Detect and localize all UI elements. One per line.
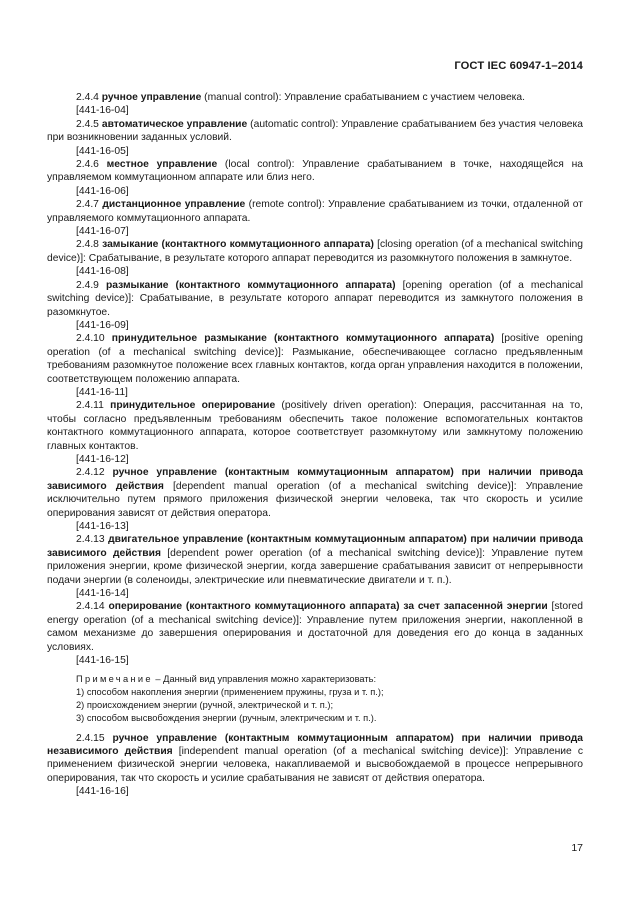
term-number: 2.4.10 [76, 333, 105, 345]
term-definition [47, 332, 583, 386]
document-header: ГОСТ IEC 60947-1–2014 [454, 60, 583, 72]
term-definition [47, 600, 583, 654]
term-text: [positive opening operation (of a mechanical switching device)]: Размыкание, обеспечивающее согласно предъявленным требованиям разомкнутое положение всех главных контактов, когда орган управления находится в положении, соответствующем положению аппарата. [47, 333, 583, 385]
term-text: [closing operation (of a mechanical switching device)]: Срабатывание, в результате которого аппарат переводится из разомкнутого положения в замкнутое. [47, 239, 583, 264]
note-item: 3) способом высвобождения энергии (ручным, электрическим и т. п.). [76, 712, 377, 723]
term-text: (local control): Управление срабатыванием в точке, находящейся на управляемом коммутационном аппарате или близ него. [47, 159, 584, 184]
term-name: двигательное управление (контактным коммутационным аппаратом) при наличии привода зависимого действия [47, 534, 583, 559]
term-definition [47, 118, 583, 145]
term-definition [47, 238, 583, 265]
term-text: [opening operation (of a mechanical switching device)]: Срабатывание, в результате которого аппарат переводится из замкнутого положения в разомкнутое. [47, 279, 583, 318]
term-number: 2.4.7 [76, 199, 99, 211]
term-definition [47, 198, 583, 225]
term-name: принудительное размыкание (контактного коммутационного аппарата) [111, 333, 495, 345]
term-reference: [441-16-05] [76, 145, 129, 157]
term-text: [independent manual operation (of a mechanical switching device)]: Управление с применением физической энергии человека, накапливаемой и высвобождаемой в процессе непрерывного оперирования, так что скорость и усилие срабатывания не зависят от действия оператора. [47, 746, 583, 784]
term-definition [47, 279, 583, 319]
term-reference: [441-16-07] [76, 226, 129, 238]
document-body [47, 91, 583, 799]
term-name: дистанционное управление [102, 199, 246, 211]
note-item: 2) происхождением энергии (ручной, электрической и т. п.); [76, 700, 334, 711]
term-name: ручное управление [101, 92, 202, 103]
term-number: 2.4.5 [76, 118, 99, 130]
term-number: 2.4.4 [76, 92, 99, 103]
term-reference: [441-16-06] [76, 185, 129, 197]
term-definition [47, 466, 583, 520]
term-definition [47, 732, 583, 786]
term-text: (remote control): Управление срабатыванием из точки, отдаленной от управляемого коммутационного аппарата. [47, 199, 583, 224]
term-number: 2.4.6 [76, 159, 99, 171]
term-number: 2.4.9 [76, 279, 99, 291]
term-number: 2.4.14 [76, 601, 105, 613]
term-name: размыкание (контактного коммутационного аппарата) [105, 279, 396, 291]
note-block [76, 673, 583, 724]
term-name: принудительное оперирование [110, 400, 276, 412]
term-text: (automatic control): Управление срабатыванием без участия человека при возникновении заданных условий. [47, 118, 583, 144]
term-text: (manual control): Управление срабатыванием с участием человека. [201, 92, 525, 103]
note-label: Примечание [76, 674, 153, 685]
note-intro-text: – Данный вид управления можно характеризовать: [152, 674, 377, 685]
term-name: замыкание (контактного коммутационного аппарата) [102, 239, 374, 251]
term-name: местное управление [106, 159, 218, 171]
note-intro [76, 673, 583, 686]
term-name: оперирование (контактного коммутационного аппарата) за счет запасенной энергии [108, 601, 548, 613]
term-reference: [441-16-08] [76, 266, 129, 278]
term-name: ручное управление (контактным коммутационным аппаратом) при наличии привода независимого действия [47, 732, 583, 758]
term-definition [47, 91, 583, 104]
page-number: 17 [571, 842, 583, 854]
term-definition [47, 399, 583, 453]
term-reference: [441-16-16] [76, 786, 129, 798]
term-text: [dependent power operation (of a mechanical switching device)]: Управление путем приложения энергии, кроме физической энергии, когда завершение срабатывания зависит от непрерывности подачи энергии (в соленоиды, электрические или пневматические двигатели и т. п.). [47, 547, 584, 586]
term-text: [dependent manual operation (of a mechanical switching device)]: Управление исключительно путем прямого приложения физической энергии человека, так что скорость и усилие оперирования зависят от действия оператора. [47, 480, 584, 519]
term-number: 2.4.13 [76, 534, 105, 546]
term-reference: [441-16-11] [76, 386, 128, 398]
term-name: ручное управление (контактным коммутационным аппаратом) при наличии привода зависимого действия [47, 467, 583, 492]
term-definition [47, 533, 583, 587]
term-number: 2.4.11 [76, 400, 104, 412]
term-definition [47, 158, 583, 185]
term-text: (positively driven operation): Операция, рассчитанная на то, чтобы согласно предъявленным требованиям обеспечить такое положение вспомогательных контактов контактного коммутационного аппарата, которое соответствует разомкнутому или замкнутому положению главных контактов. [47, 400, 583, 452]
term-reference: [441-16-04] [76, 105, 129, 117]
term-text: [stored energy operation (of a mechanical switching device)]: Управление путем приложения энергии, накопленной в самом механизме до завершения оперирования и достаточной для доведения его до конца в заданных условиях. [47, 601, 583, 653]
note-item: 1) способом накопления энергии (применением пружины, груза и т. п.); [76, 687, 384, 698]
term-reference: [441-16-09] [76, 319, 129, 331]
term-name: автоматическое управление [101, 118, 248, 130]
term-number: 2.4.15 [76, 732, 105, 744]
term-reference: [441-16-14] [76, 588, 129, 600]
term-number: 2.4.8 [76, 239, 99, 251]
term-reference: [441-16-13] [76, 521, 129, 532]
term-number: 2.4.12 [76, 467, 105, 479]
term-reference: [441-16-12] [76, 453, 129, 465]
term-entries [47, 91, 583, 667]
term-reference: [441-16-15] [76, 655, 129, 667]
